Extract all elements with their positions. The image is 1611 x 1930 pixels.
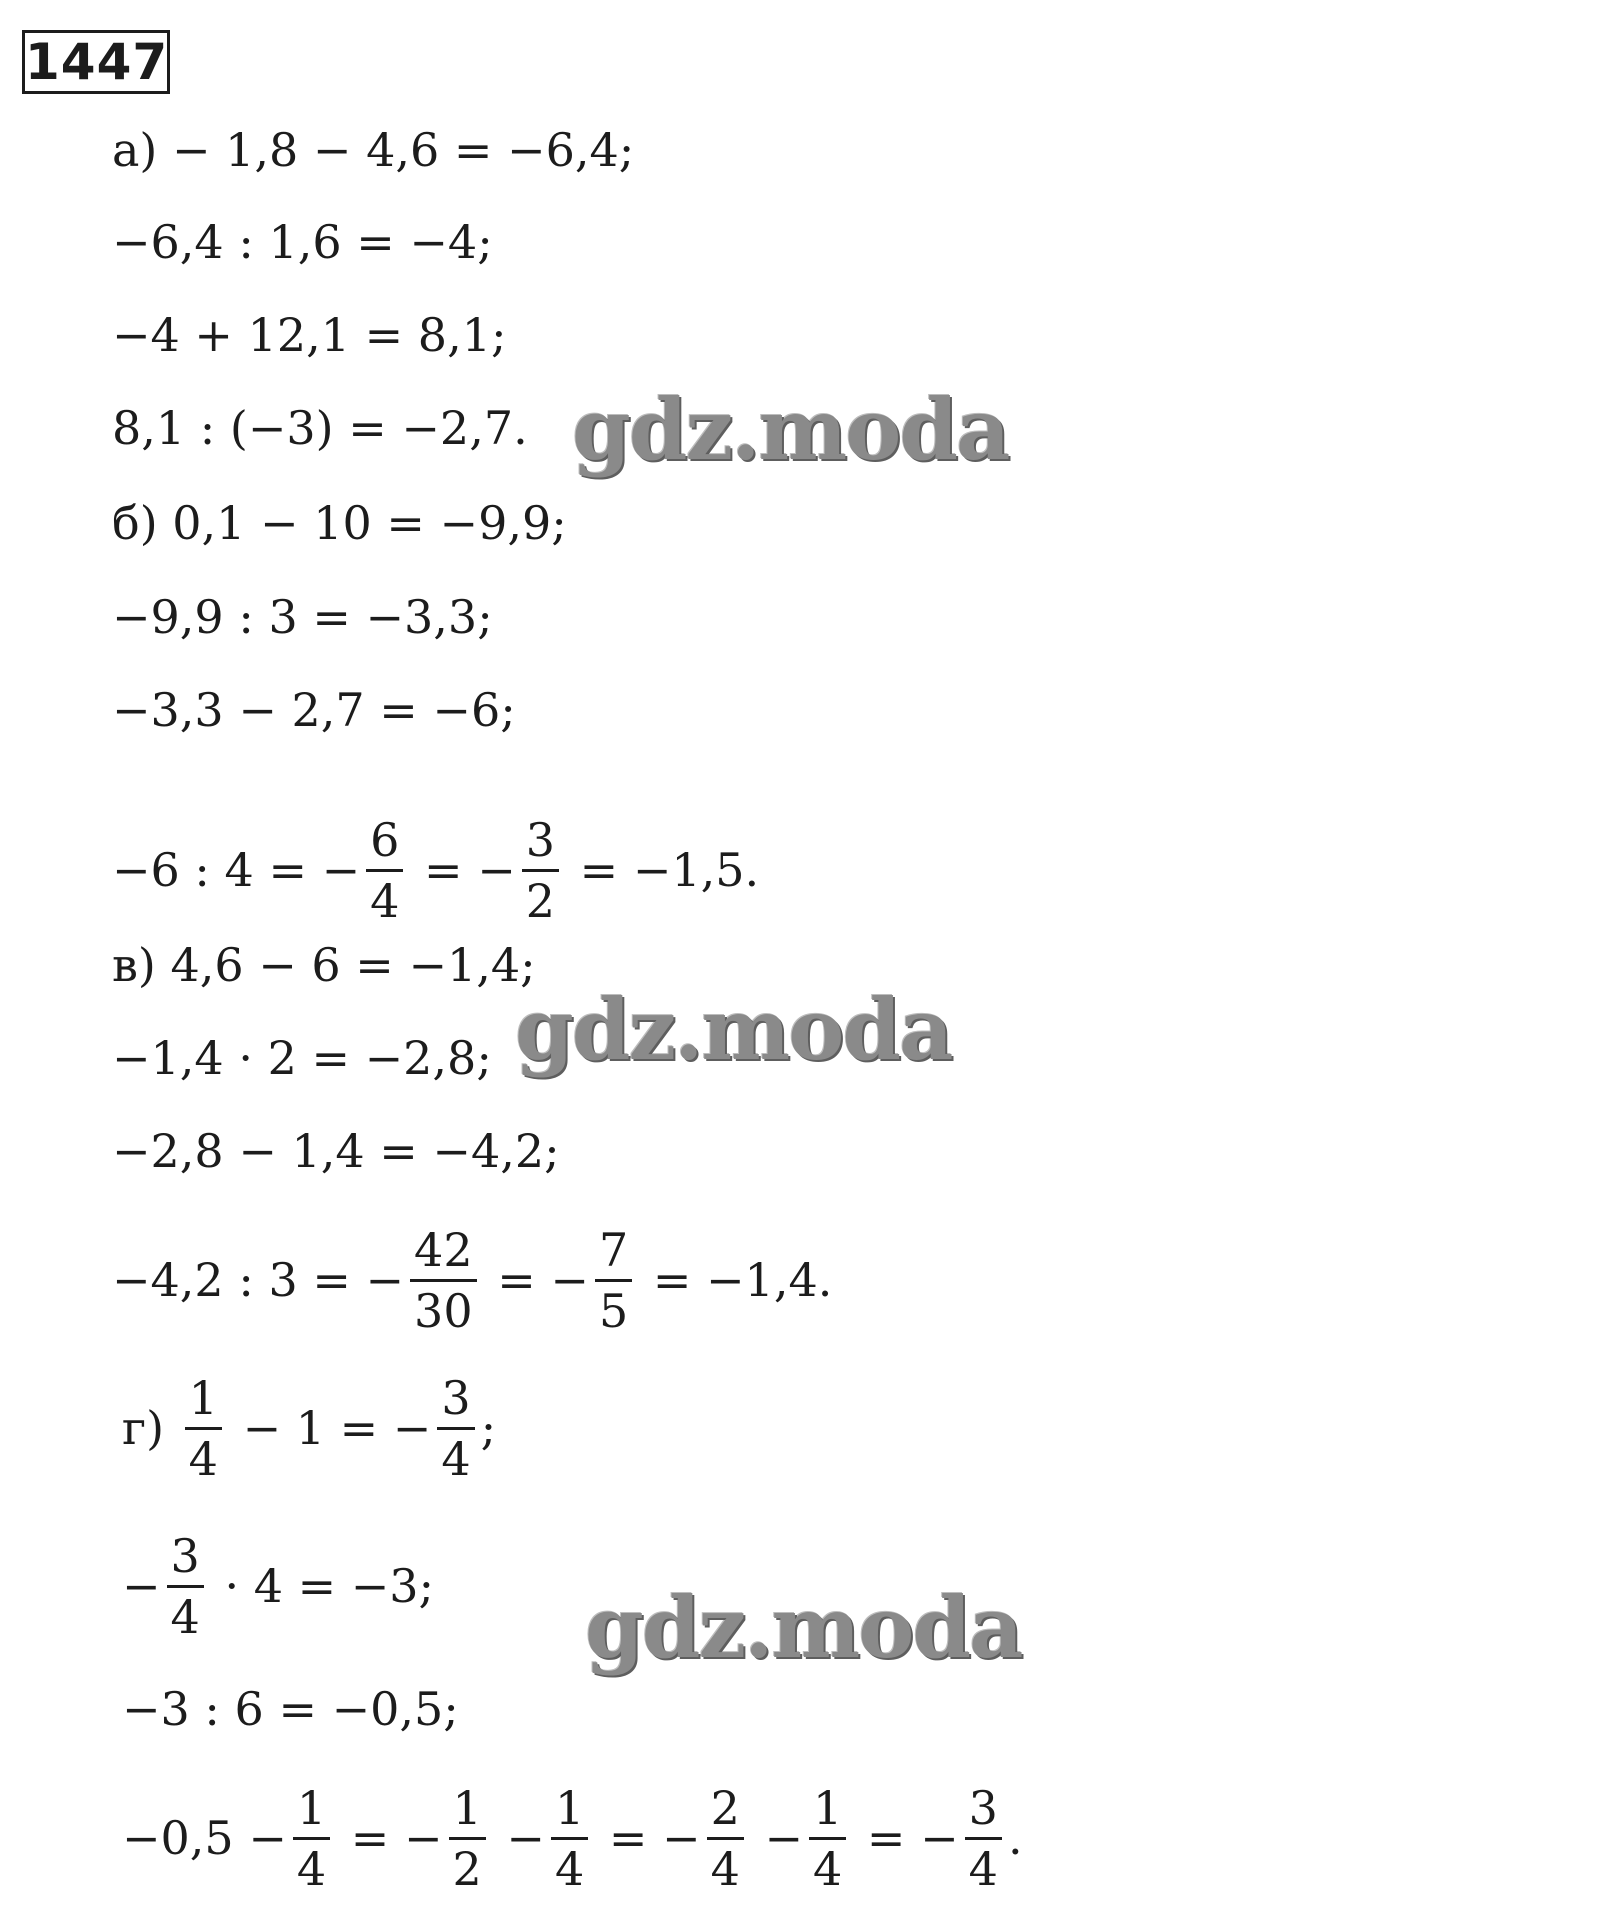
denominator: 2 — [522, 869, 559, 924]
denominator: 5 — [595, 1279, 632, 1334]
watermark: gdz.moda — [572, 380, 1009, 479]
expr-text: = −1,5. — [565, 843, 760, 897]
expr-text: г) — [122, 1401, 179, 1455]
fraction — [366, 812, 403, 928]
denominator: 30 — [410, 1279, 477, 1334]
denominator: 4 — [185, 1427, 222, 1482]
expr-text: − — [491, 1811, 545, 1865]
numerator: 3 — [968, 1780, 998, 1835]
expr-text: − — [749, 1811, 804, 1865]
fraction — [809, 1780, 846, 1896]
solution-line-c2: −1,4 · 2 = −2,8; — [112, 1031, 492, 1085]
solution-line-c4 — [112, 1210, 832, 1350]
numerator: 1 — [452, 1780, 482, 1835]
fraction — [293, 1780, 330, 1896]
denominator: 4 — [293, 1837, 330, 1892]
denominator: 4 — [965, 1837, 1002, 1892]
expr-text: = − — [482, 1253, 589, 1307]
expr-text: − 1 = − — [227, 1401, 432, 1455]
watermark: gdz.moda — [515, 980, 952, 1079]
fraction — [167, 1528, 204, 1644]
solution-line-b3: −3,3 − 2,7 = −6; — [112, 683, 516, 737]
expr-text: = − — [336, 1811, 443, 1865]
fraction — [965, 1780, 1002, 1896]
solution-line-a3: −4 + 12,1 = 8,1; — [112, 308, 507, 362]
expr-text: − — [122, 1559, 161, 1613]
numerator: 1 — [296, 1780, 327, 1835]
solution-line-b1: б) 0,1 − 10 = −9,9; — [112, 496, 567, 550]
expr-text: −0,5 − — [122, 1811, 287, 1865]
fraction — [551, 1780, 588, 1896]
fraction — [410, 1222, 477, 1338]
fraction — [437, 1370, 474, 1486]
expr-text: −4,2 : 3 = − — [112, 1253, 405, 1307]
numerator: 3 — [525, 812, 556, 867]
denominator: 4 — [366, 869, 403, 924]
denominator: 2 — [449, 1837, 486, 1892]
expr-text: ; — [480, 1401, 497, 1455]
numerator: 42 — [414, 1222, 473, 1277]
solution-line-d1 — [122, 1358, 496, 1498]
solution-line-d2 — [122, 1516, 434, 1656]
numerator: 2 — [710, 1780, 740, 1835]
denominator: 4 — [167, 1585, 204, 1640]
numerator: 1 — [813, 1780, 843, 1835]
denominator: 4 — [707, 1837, 744, 1892]
solution-line-a4: 8,1 : (−3) = −2,7. — [112, 401, 528, 455]
denominator: 4 — [437, 1427, 474, 1482]
expr-text: · 4 = −3; — [209, 1559, 435, 1613]
fraction — [707, 1780, 744, 1896]
numerator: 6 — [370, 812, 400, 867]
solution-line-c1: в) 4,6 − 6 = −1,4; — [112, 938, 536, 992]
problem-number: 1447 — [22, 30, 170, 94]
denominator: 4 — [551, 1837, 588, 1892]
fraction — [595, 1222, 632, 1338]
solution-line-d3: −3 : 6 = −0,5; — [122, 1682, 459, 1736]
solution-line-a1: а) − 1,8 − 4,6 = −6,4; — [112, 123, 635, 177]
numerator: 3 — [441, 1370, 471, 1425]
solution-line-c3: −2,8 − 1,4 = −4,2; — [112, 1124, 560, 1178]
solution-line-b4 — [112, 800, 759, 940]
fraction — [522, 812, 559, 928]
expr-text: . — [1007, 1811, 1023, 1865]
solution-line-d4 — [122, 1768, 1023, 1908]
expr-text: −6 : 4 = − — [112, 843, 361, 897]
denominator: 4 — [809, 1837, 846, 1892]
solution-line-b2: −9,9 : 3 = −3,3; — [112, 590, 493, 644]
numerator: 1 — [188, 1370, 218, 1425]
numerator: 1 — [554, 1780, 585, 1835]
expr-text: = − — [852, 1811, 959, 1865]
expr-text: = −1,4. — [638, 1253, 833, 1307]
fraction — [185, 1370, 222, 1486]
fraction — [449, 1780, 486, 1896]
expr-text: = − — [409, 843, 516, 897]
watermark: gdz.moda — [585, 1578, 1022, 1677]
solution-line-a2: −6,4 : 1,6 = −4; — [112, 215, 493, 269]
numerator: 3 — [170, 1528, 200, 1583]
expr-text: = − — [594, 1811, 701, 1865]
numerator: 7 — [598, 1222, 629, 1277]
